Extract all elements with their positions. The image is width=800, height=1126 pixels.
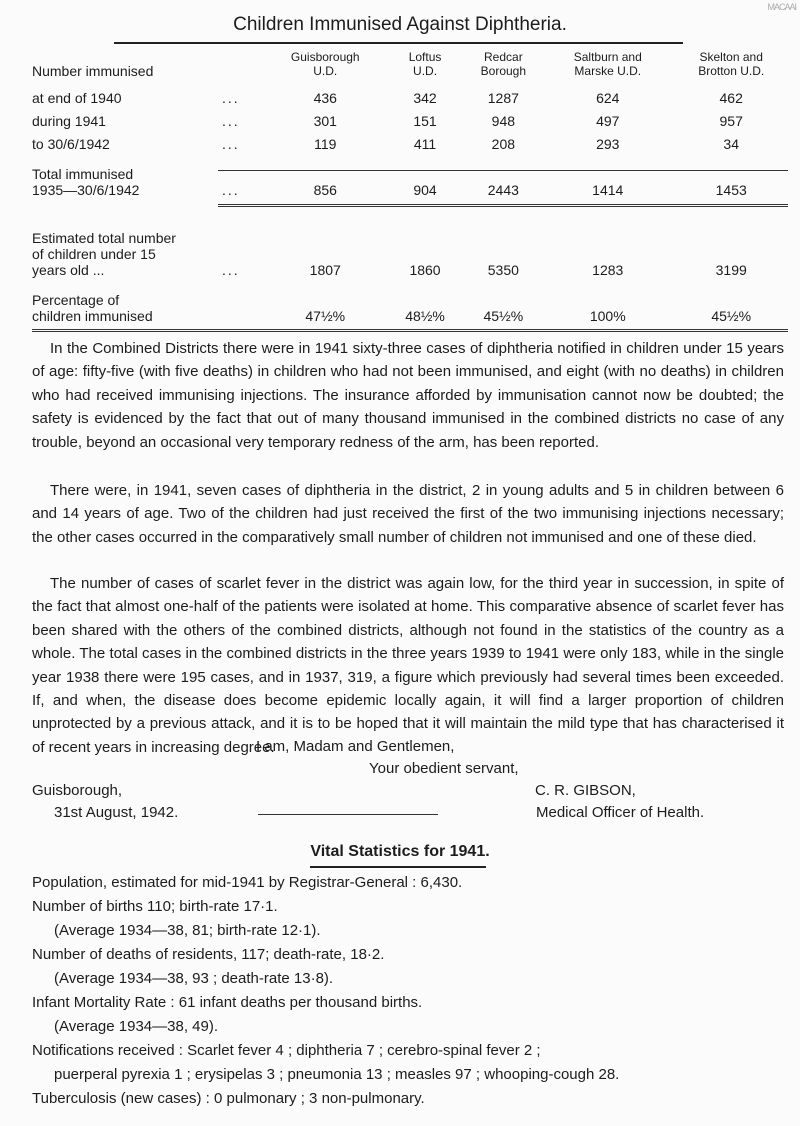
column-header: Skelton and Brotton U.D. xyxy=(698,50,765,78)
table-cell: 1283 xyxy=(592,262,624,278)
row-label: Percentage of children immunised xyxy=(32,292,153,324)
paragraph: The number of cases of scarlet fever in the district was again low, for the third year in succession, in spite of the fact that almost one-half of the patients were isolated at home. This comparative absence of scarlet fever has been shared with the others of the combined districts, although not found in the statistics of the country as a whole. The total cases in the combined districts in the three years 1939 to 1941 were only 183, while in the single year 1938 there were 195 cases, and in 1937, 319, a figure which previously had several times been exceeded. If, and when, the disease does become epidemic locally again, it will find a larger proportion of children unprotected by a previous attack, and it is to be hoped that it will maintain the mild type that has characterised it of recent years in increasing degree. xyxy=(32,575,784,756)
table-cell: 342 xyxy=(413,90,437,106)
vital-line: (Average 1934—38, 49). xyxy=(54,1018,218,1035)
table-cell: 1414 xyxy=(592,182,624,198)
table-cell: 856 xyxy=(313,182,337,198)
table-cell: 1807 xyxy=(309,262,341,278)
table-cell: 904 xyxy=(413,182,437,198)
signoff-date: 31st August, 1942. xyxy=(54,804,179,821)
table-bottom-rule xyxy=(32,329,788,332)
page-title: Children Immunised Against Diphtheria. xyxy=(233,14,567,35)
vital-line: Infant Mortality Rate : 61 infant deaths per thousand births. xyxy=(32,994,423,1011)
vital-line: Population, estimated for mid-1941 by Registrar-General : 6,430. xyxy=(32,874,463,891)
row-label: during 1941 xyxy=(32,113,106,129)
table-cell: 119 xyxy=(314,136,337,152)
signoff-salutation: I am, Madam and Gentlemen, xyxy=(256,738,455,755)
table-cell: 34 xyxy=(723,136,739,152)
row-label: at end of 1940 xyxy=(32,90,122,106)
row-label: to 30/6/1942 xyxy=(32,136,110,152)
table-cell: 301 xyxy=(313,113,337,129)
vital-line: Tuberculosis (new cases) : 0 pulmonary ; 3 non-pulmonary. xyxy=(32,1090,425,1107)
table-row: at end of 1940 ... 436 342 1287 624 462 xyxy=(32,78,792,106)
table-cell: 624 xyxy=(596,90,620,106)
table-cell: 3199 xyxy=(715,262,747,278)
column-header: Guisborough U.D. xyxy=(290,50,360,78)
row-header-label: Number immunised xyxy=(32,63,154,79)
vital-line: Notifications received : Scarlet fever 4 ; diphtheria 7 ; cerebro-spinal fever 2 ; xyxy=(32,1042,541,1059)
vital-statistics-underline xyxy=(310,866,486,868)
row-label: Estimated total number of children under 15 years old ... xyxy=(32,230,176,278)
table-cell: 1860 xyxy=(409,262,441,278)
table-cell: 45½% xyxy=(483,308,524,324)
vital-line: (Average 1934—38, 81; birth-rate 12·1). xyxy=(54,922,321,939)
row-label: Total immunised 1935—30/6/1942 xyxy=(32,166,140,198)
corner-mark: MACAAI xyxy=(767,2,796,12)
table-cell: 100% xyxy=(589,308,626,324)
table-row: during 1941 ... 301 151 948 497 957 xyxy=(32,106,792,129)
paragraph: In the Combined Districts there were in 1941 sixty-three cases of diphtheria notified in children under 15 years of age: fifty-five (with five deaths) in children who had not been immunised, and eight (with no deaths) in children who had received immunising injections. The insurance afforded by immunisation cannot now be doubted; the safety is evidenced by the fact that out of many thousand immunised in the combined districts no case of any trouble, beyond an occasional very temporary redness of the arm, has been reported. xyxy=(32,340,784,451)
table-cell: 5350 xyxy=(487,262,519,278)
immunisation-table xyxy=(32,50,792,324)
table-cell: 948 xyxy=(491,113,516,129)
vital-line: (Average 1934—38, 93 ; death-rate 13·8). xyxy=(54,970,334,987)
table-row: to 30/6/1942 ... 119 411 208 293 34 xyxy=(32,129,792,152)
table-cell: 1453 xyxy=(715,182,747,198)
vital-statistics-title: Vital Statistics for 1941. xyxy=(310,843,490,860)
table-cell: 497 xyxy=(596,113,620,129)
table-cell: 151 xyxy=(413,113,437,129)
table-rule xyxy=(218,170,788,171)
table-row-estimated: Estimated total number of children under 15 years old ... ... 1807 1860 5350 1283 3199 xyxy=(32,198,792,278)
table-cell: 2443 xyxy=(487,182,519,198)
table-row-total: Total immunised 1935—30/6/1942 ... 856 904 2443 1414 1453 xyxy=(32,152,792,198)
signoff-place: Guisborough, xyxy=(32,782,123,799)
vital-line: puerperal pyrexia 1 ; erysipelas 3 ; pneumonia 13 ; measles 97 ; whooping-cough 28. xyxy=(54,1066,620,1083)
table-cell: 462 xyxy=(719,90,743,106)
table-header-row xyxy=(32,50,792,78)
column-header: Loftus U.D. xyxy=(408,50,442,78)
table-cell: 45½% xyxy=(711,308,752,324)
table-cell: 47½% xyxy=(305,308,346,324)
signoff-role: Medical Officer of Health. xyxy=(536,804,705,821)
column-header: Redcar Borough xyxy=(480,50,527,78)
table-row-percentage xyxy=(32,278,792,324)
title-underline xyxy=(114,42,683,44)
table-cell: 48½% xyxy=(405,308,445,324)
signoff-rule xyxy=(258,814,438,815)
table-cell: 957 xyxy=(719,113,743,129)
vital-line: Number of births 110; birth-rate 17·1. xyxy=(32,898,278,915)
column-header: Saltburn and Marske U.D. xyxy=(573,50,642,78)
table-cell: 436 xyxy=(313,90,337,106)
table-rule xyxy=(218,204,788,207)
signoff-name: C. R. GIBSON, xyxy=(535,782,636,799)
signoff-servant: Your obedient servant, xyxy=(369,760,519,777)
table-cell: 293 xyxy=(596,136,620,152)
table-cell: 1287 xyxy=(487,90,519,106)
vital-line: Number of deaths of residents, 117; death-rate, 18·2. xyxy=(32,946,385,963)
table-cell: 208 xyxy=(491,136,516,152)
paragraph: There were, in 1941, seven cases of diphtheria in the district, 2 in young adults and 5 in children between 6 and 14 years of age. Two of the children had just received the first of the two immunising injections necessary; the other cases occurred in the comparatively small number of children not immunised and one of these died. xyxy=(32,482,784,546)
table-cell: 411 xyxy=(413,136,437,152)
